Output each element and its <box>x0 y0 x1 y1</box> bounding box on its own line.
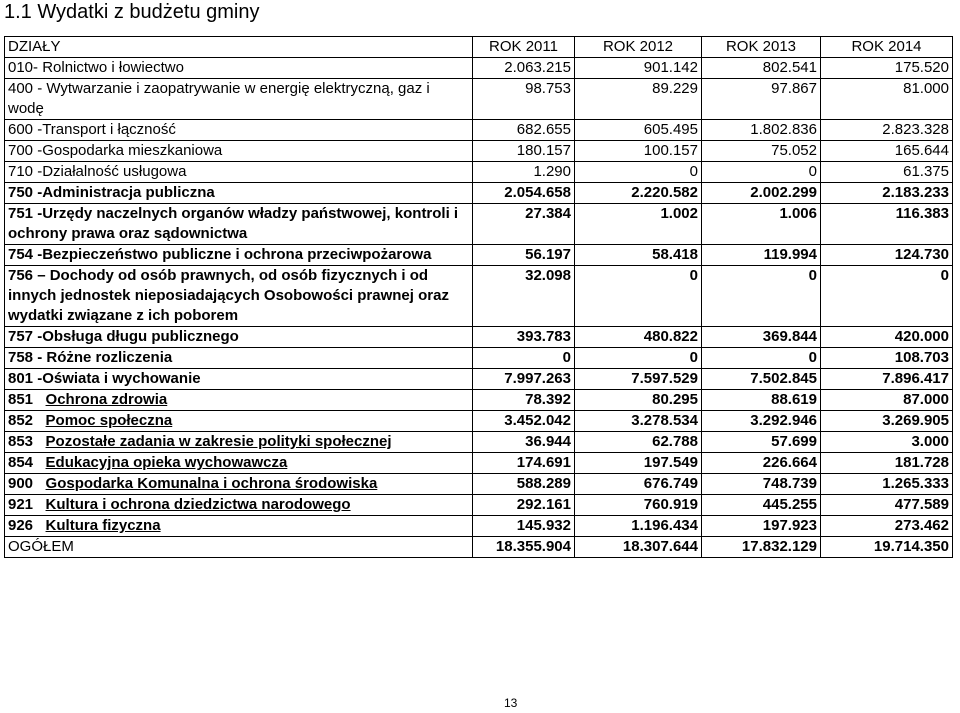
cell-value: 226.664 <box>702 453 821 474</box>
row-code: 926 <box>8 517 34 534</box>
column-header: ROK 2012 <box>575 37 702 58</box>
row-name: 756 – Dochody od osób prawnych, od osób fizycznych i od innych jednostek nieposiadających Osobowości prawnej oraz wydatki związane z ich poborem <box>8 267 449 324</box>
table-row <box>5 474 953 495</box>
cell-value: 1.802.836 <box>702 120 821 141</box>
cell-value: 3.278.534 <box>575 411 702 432</box>
cell-value: 3.292.946 <box>702 411 821 432</box>
row-name: 600 -Transport i łączność <box>8 121 176 138</box>
row-name: Edukacyjna opieka wychowawcza <box>45 454 288 471</box>
row-name: 754 -Bezpieczeństwo publiczne i ochrona przeciwpożarowa <box>8 246 432 263</box>
row-label <box>5 411 473 432</box>
cell-value: 98.753 <box>473 79 575 120</box>
cell-value: 197.923 <box>702 516 821 537</box>
cell-value: 445.255 <box>702 495 821 516</box>
cell-value: 7.896.417 <box>821 369 953 390</box>
row-label <box>5 432 473 453</box>
row-name: 801 -Oświata i wychowanie <box>8 370 201 387</box>
table-row <box>5 266 953 327</box>
cell-value: 108.703 <box>821 348 953 369</box>
cell-value: 100.157 <box>575 141 702 162</box>
table-row <box>5 327 953 348</box>
header-row <box>5 37 953 58</box>
row-name: 010- Rolnictwo i łowiectwo <box>8 59 184 76</box>
cell-value: 116.383 <box>821 204 953 245</box>
cell-value: 2.002.299 <box>702 183 821 204</box>
page-number: 13 <box>504 696 518 710</box>
row-name: 758 - Różne rozliczenia <box>8 349 173 366</box>
row-code: 853 <box>8 433 34 450</box>
section-heading: 1.1 Wydatki z budżetu gminy <box>4 1 260 23</box>
cell-value: 119.994 <box>702 245 821 266</box>
cell-value: 124.730 <box>821 245 953 266</box>
row-name: Ochrona zdrowia <box>45 391 168 408</box>
cell-value: 0 <box>702 162 821 183</box>
row-label <box>5 266 473 327</box>
row-label <box>5 183 473 204</box>
cell-value: 0 <box>821 266 953 327</box>
cell-value: 420.000 <box>821 327 953 348</box>
cell-value: 180.157 <box>473 141 575 162</box>
total-row <box>5 537 953 558</box>
cell-value: 393.783 <box>473 327 575 348</box>
row-label <box>5 369 473 390</box>
row-label <box>5 390 473 411</box>
cell-value: 89.229 <box>575 79 702 120</box>
row-label <box>5 327 473 348</box>
cell-value: 175.520 <box>821 58 953 79</box>
row-name: 751 -Urzędy naczelnych organów władzy państwowej, kontroli i ochrony prawa oraz sądownictwa <box>8 205 459 242</box>
cell-value: 1.002 <box>575 204 702 245</box>
row-name: Kultura i ochrona dziedzictwa narodowego <box>45 496 351 513</box>
cell-value: 605.495 <box>575 120 702 141</box>
cell-value: 2.054.658 <box>473 183 575 204</box>
cell-value: 7.997.263 <box>473 369 575 390</box>
table-row <box>5 141 953 162</box>
cell-value: 2.823.328 <box>821 120 953 141</box>
table-row <box>5 162 953 183</box>
row-label <box>5 495 473 516</box>
row-label <box>5 141 473 162</box>
cell-value: 1.006 <box>702 204 821 245</box>
cell-value: 480.822 <box>575 327 702 348</box>
table-row <box>5 495 953 516</box>
row-code: 921 <box>8 496 34 513</box>
cell-value: 2.220.582 <box>575 183 702 204</box>
cell-value: 174.691 <box>473 453 575 474</box>
cell-value: 56.197 <box>473 245 575 266</box>
table-row <box>5 516 953 537</box>
cell-value: 80.295 <box>575 390 702 411</box>
cell-value: 7.502.845 <box>702 369 821 390</box>
cell-value: 0 <box>702 348 821 369</box>
total-value: 18.307.644 <box>575 537 702 558</box>
cell-value: 0 <box>702 266 821 327</box>
cell-value: 292.161 <box>473 495 575 516</box>
table-row <box>5 390 953 411</box>
cell-value: 477.589 <box>821 495 953 516</box>
cell-value: 27.384 <box>473 204 575 245</box>
column-header: ROK 2013 <box>702 37 821 58</box>
cell-value: 61.375 <box>821 162 953 183</box>
row-label <box>5 245 473 266</box>
cell-value: 0 <box>575 266 702 327</box>
cell-value: 97.867 <box>702 79 821 120</box>
cell-value: 0 <box>575 348 702 369</box>
row-label <box>5 204 473 245</box>
row-name: Kultura fizyczna <box>45 517 161 534</box>
expenditure-table <box>4 36 953 558</box>
table-row <box>5 348 953 369</box>
table-row <box>5 245 953 266</box>
cell-value: 802.541 <box>702 58 821 79</box>
row-label <box>5 79 473 120</box>
cell-value: 901.142 <box>575 58 702 79</box>
cell-value: 676.749 <box>575 474 702 495</box>
row-label <box>5 516 473 537</box>
table-row <box>5 432 953 453</box>
row-label <box>5 474 473 495</box>
row-label <box>5 58 473 79</box>
cell-value: 81.000 <box>821 79 953 120</box>
cell-value: 88.619 <box>702 390 821 411</box>
cell-value: 75.052 <box>702 141 821 162</box>
row-code: 852 <box>8 412 34 429</box>
cell-value: 78.392 <box>473 390 575 411</box>
table-row <box>5 58 953 79</box>
cell-value: 0 <box>575 162 702 183</box>
cell-value: 682.655 <box>473 120 575 141</box>
cell-value: 197.549 <box>575 453 702 474</box>
cell-value: 2.183.233 <box>821 183 953 204</box>
cell-value: 0 <box>473 348 575 369</box>
row-name: 400 - Wytwarzanie i zaopatrywanie w energię elektryczną, gaz i wodę <box>8 80 430 117</box>
cell-value: 273.462 <box>821 516 953 537</box>
row-name: 700 -Gospodarka mieszkaniowa <box>8 142 223 159</box>
table-row <box>5 79 953 120</box>
total-label: OGÓŁEM <box>5 537 473 558</box>
cell-value: 58.418 <box>575 245 702 266</box>
row-name: Gospodarka Komunalna i ochrona środowiska <box>45 475 378 492</box>
column-header: DZIAŁY <box>5 37 473 58</box>
total-value: 19.714.350 <box>821 537 953 558</box>
cell-value: 7.597.529 <box>575 369 702 390</box>
cell-value: 3.452.042 <box>473 411 575 432</box>
row-label <box>5 120 473 141</box>
column-header: ROK 2011 <box>473 37 575 58</box>
cell-value: 3.000 <box>821 432 953 453</box>
column-header: ROK 2014 <box>821 37 953 58</box>
cell-value: 145.932 <box>473 516 575 537</box>
cell-value: 369.844 <box>702 327 821 348</box>
cell-value: 2.063.215 <box>473 58 575 79</box>
table-row <box>5 411 953 432</box>
cell-value: 1.290 <box>473 162 575 183</box>
cell-value: 36.944 <box>473 432 575 453</box>
total-value: 17.832.129 <box>702 537 821 558</box>
row-name: 757 -Obsługa długu publicznego <box>8 328 239 345</box>
cell-value: 748.739 <box>702 474 821 495</box>
cell-value: 1.196.434 <box>575 516 702 537</box>
cell-value: 87.000 <box>821 390 953 411</box>
cell-value: 1.265.333 <box>821 474 953 495</box>
cell-value: 588.289 <box>473 474 575 495</box>
row-code: 854 <box>8 454 34 471</box>
table-row <box>5 453 953 474</box>
row-name: 710 -Działalność usługowa <box>8 163 187 180</box>
row-label <box>5 348 473 369</box>
total-value: 18.355.904 <box>473 537 575 558</box>
row-code: 900 <box>8 475 34 492</box>
table-row <box>5 120 953 141</box>
cell-value: 57.699 <box>702 432 821 453</box>
row-label <box>5 453 473 474</box>
cell-value: 165.644 <box>821 141 953 162</box>
table-row <box>5 369 953 390</box>
cell-value: 181.728 <box>821 453 953 474</box>
row-name: Pozostałe zadania w zakresie polityki społecznej <box>45 433 392 450</box>
cell-value: 3.269.905 <box>821 411 953 432</box>
row-name: 750 -Administracja publiczna <box>8 184 215 201</box>
row-label <box>5 162 473 183</box>
row-name: Pomoc społeczna <box>45 412 173 429</box>
cell-value: 62.788 <box>575 432 702 453</box>
table-row <box>5 204 953 245</box>
cell-value: 32.098 <box>473 266 575 327</box>
row-code: 851 <box>8 391 34 408</box>
table-row <box>5 183 953 204</box>
cell-value: 760.919 <box>575 495 702 516</box>
